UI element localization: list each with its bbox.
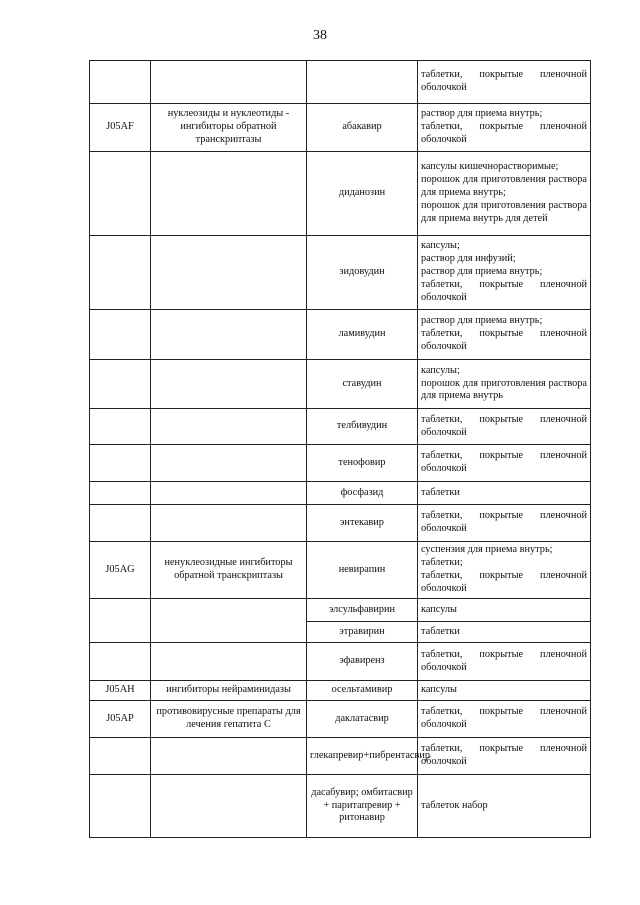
- drug-name-cell: глекапревир+пибрентасвир: [307, 738, 418, 775]
- dosage-form-cell: [418, 505, 591, 542]
- dosage-form-cell: [418, 310, 591, 360]
- table-row: [90, 61, 591, 104]
- atc-code-cell: [90, 152, 151, 236]
- pharmacological-group-cell: [151, 775, 307, 838]
- dosage-form-cell: [418, 643, 591, 681]
- dosage-form-cell: [418, 701, 591, 738]
- drug-name-cell: элсульфавирин: [307, 599, 418, 622]
- table-row: [90, 310, 591, 360]
- atc-code-cell: [90, 775, 151, 838]
- dosage-form-cell: [418, 622, 591, 643]
- table-row: [90, 236, 591, 310]
- dosage-form-cell: [418, 409, 591, 445]
- dosage-form-cell: [418, 104, 591, 152]
- dosage-form-cell: [418, 482, 591, 505]
- pharmacological-group-cell: [151, 599, 307, 643]
- atc-code-cell: [90, 505, 151, 542]
- table-row: [90, 681, 591, 701]
- dosage-form-line: капсулы: [421, 684, 457, 696]
- dosage-form-line: таблетки, покрытые пленочной оболочкой: [421, 121, 587, 145]
- dosage-form-cell: [418, 599, 591, 622]
- dosage-form-line: таблетки, покрытые пленочной оболочкой: [421, 743, 587, 767]
- table-row: [90, 775, 591, 838]
- dosage-form-line: раствор для приема внутрь;: [421, 315, 543, 327]
- drug-name-cell: энтекавир: [307, 505, 418, 542]
- dosage-form-line: таблеток набор: [421, 799, 488, 811]
- pharmacological-group-cell: нуклеозиды и нуклеотиды - ингибиторы обратной транскриптазы: [151, 104, 307, 152]
- dosage-form-line: таблетки;: [421, 557, 463, 569]
- dosage-form-cell: [418, 236, 591, 310]
- dosage-form-line: раствор для инфузий;: [421, 253, 516, 265]
- dosage-form-line: суспензия для приема внутрь;: [421, 544, 553, 556]
- table-row: [90, 409, 591, 445]
- table-row: [90, 643, 591, 681]
- pharmacological-group-cell: [151, 738, 307, 775]
- dosage-form-line: капсулы;: [421, 240, 460, 252]
- dosage-form-line: таблетки, покрытые пленочной оболочкой: [421, 69, 587, 93]
- dosage-form-line: таблетки, покрытые пленочной оболочкой: [421, 570, 587, 594]
- dosage-form-cell: [418, 775, 591, 838]
- atc-code-cell: J05AH: [90, 681, 151, 701]
- pharmacological-group-cell: [151, 152, 307, 236]
- dosage-form-line: капсулы: [421, 603, 457, 615]
- dosage-form-line: раствор для приема внутрь;: [421, 266, 543, 278]
- drug-name-cell: осельтамивир: [307, 681, 418, 701]
- table-row: [90, 360, 591, 409]
- dosage-form-cell: [418, 152, 591, 236]
- dosage-form-line: таблетки, покрытые пленочной оболочкой: [421, 450, 587, 474]
- pharmacological-group-cell: [151, 505, 307, 542]
- dosage-form-cell: [418, 542, 591, 599]
- drug-name-cell: телбивудин: [307, 409, 418, 445]
- drug-name-cell: невирапин: [307, 542, 418, 599]
- atc-code-cell: J05AG: [90, 542, 151, 599]
- dosage-form-line: таблетки, покрытые пленочной оболочкой: [421, 278, 587, 303]
- table-row: [90, 104, 591, 152]
- pharmacological-group-cell: [151, 482, 307, 505]
- atc-code-cell: [90, 360, 151, 409]
- dosage-form-line: таблетки, покрытые пленочной оболочкой: [421, 510, 587, 534]
- pharmacological-group-cell: ненуклеозидные ингибиторы обратной транскриптазы: [151, 542, 307, 599]
- pharmacological-group-cell: [151, 409, 307, 445]
- drug-name-cell: зидовудин: [307, 236, 418, 310]
- atc-code-cell: J05AF: [90, 104, 151, 152]
- drug-name-cell: абакавир: [307, 104, 418, 152]
- dosage-form-line: капсулы;: [421, 364, 460, 376]
- drug-name-cell: дасабувир; омбитасвир + паритапревир + ритонавир: [307, 775, 418, 838]
- pharmacological-group-cell: [151, 643, 307, 681]
- table-row: [90, 542, 591, 599]
- dosage-form-line: таблетки, покрытые пленочной оболочкой: [421, 413, 587, 438]
- pharmacological-group-cell: [151, 236, 307, 310]
- drug-name-cell: даклатасвир: [307, 701, 418, 738]
- table-row: [90, 599, 591, 622]
- atc-code-cell: J05AP: [90, 701, 151, 738]
- dosage-form-cell: [418, 445, 591, 482]
- drug-name-cell: тенофовир: [307, 445, 418, 482]
- atc-code-cell: [90, 599, 151, 643]
- dosage-form-line: таблетки, покрытые пленочной оболочкой: [421, 648, 587, 673]
- dosage-form-line: порошок для приготовления раствора для приема внутрь для детей: [421, 199, 587, 224]
- drug-name-cell: эфавиренз: [307, 643, 418, 681]
- atc-code-cell: [90, 445, 151, 482]
- dosage-form-cell: [418, 61, 591, 104]
- pharmacological-group-cell: ингибиторы нейраминидазы: [151, 681, 307, 701]
- table-row: [90, 505, 591, 542]
- drug-name-cell: ламивудин: [307, 310, 418, 360]
- dosage-form-cell: [418, 360, 591, 409]
- atc-code-cell: [90, 482, 151, 505]
- atc-code-cell: [90, 409, 151, 445]
- drug-name-cell: ставудин: [307, 360, 418, 409]
- pharmacological-group-cell: [151, 310, 307, 360]
- dosage-form-cell: [418, 738, 591, 775]
- atc-code-cell: [90, 310, 151, 360]
- dosage-form-line: капсулы кишечнорастворимые;: [421, 161, 559, 173]
- pharmacological-group-cell: [151, 360, 307, 409]
- drug-name-cell: фосфазид: [307, 482, 418, 505]
- pharmacological-group-cell: [151, 61, 307, 104]
- atc-code-cell: [90, 643, 151, 681]
- dosage-form-cell: [418, 681, 591, 701]
- page-number: 38: [313, 28, 327, 43]
- pharmacological-group-cell: противовирусные препараты для лечения гепатита С: [151, 701, 307, 738]
- dosage-form-line: порошок для приготовления раствора для приема внутрь: [421, 377, 587, 402]
- table-row: [90, 738, 591, 775]
- dosage-form-line: порошок для приготовления раствора для приема внутрь;: [421, 174, 587, 199]
- drug-name-cell: диданозин: [307, 152, 418, 236]
- dosage-form-line: раствор для приема внутрь;: [421, 108, 543, 120]
- drug-table: [89, 60, 591, 838]
- dosage-form-line: таблетки, покрытые пленочной оболочкой: [421, 706, 587, 730]
- table-row: [90, 482, 591, 505]
- drug-name-cell: [307, 61, 418, 104]
- atc-code-cell: [90, 61, 151, 104]
- drug-name-cell: этравирин: [307, 622, 418, 643]
- table-row: [90, 152, 591, 236]
- table-row: [90, 701, 591, 738]
- dosage-form-line: таблетки: [421, 486, 460, 498]
- pharmacological-group-cell: [151, 445, 307, 482]
- atc-code-cell: [90, 738, 151, 775]
- table-row: [90, 445, 591, 482]
- dosage-form-line: таблетки: [421, 625, 460, 637]
- dosage-form-line: таблетки, покрытые пленочной оболочкой: [421, 328, 587, 352]
- atc-code-cell: [90, 236, 151, 310]
